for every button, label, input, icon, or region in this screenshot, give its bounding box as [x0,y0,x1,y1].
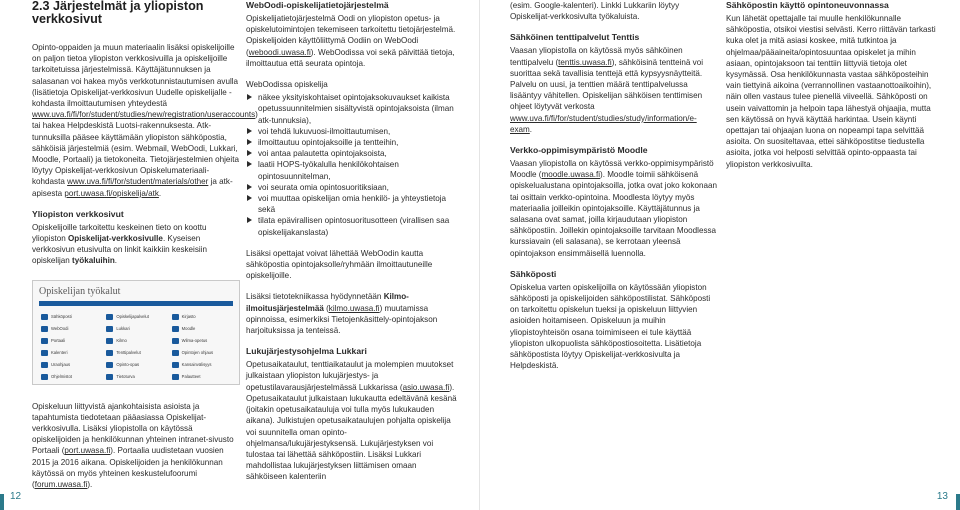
link-tenttis[interactable]: tenttis.uwasa.fi [558,57,612,67]
tool-item[interactable] [41,335,102,347]
page-number: 13 [936,491,948,502]
bold-text: työkaluihin [72,256,115,266]
list-item: voi antaa palautetta opintojaksoista, [246,148,458,159]
paragraph [32,401,240,491]
tool-label: Opinto-opas [116,362,140,368]
tool-label: Portaali [51,338,66,344]
tool-icon [106,350,113,356]
tool-item[interactable] [172,335,233,347]
heading-email: Sähköposti [510,268,557,279]
tool-label: Tietoturva [116,374,135,380]
tools-title: Opiskelijan työkalut [39,285,121,297]
link-useraccounts[interactable]: www.uva.fi/fi/for/student/studies/new/registration/useraccounts [32,110,256,120]
tool-icon [172,314,179,320]
tools-header-bar [39,301,233,306]
tool-label: Palautteet [181,374,201,380]
text: ) muutamissa opinnoissa, esimerkiksi Tietojenkäsittely-opintojakson harjoituksissa ja tenteissä. [246,303,438,336]
paragraph [246,359,458,482]
heading-moodle: Verkko-oppimisympäristö Moodle [510,145,648,156]
tool-label: WebOodi [51,326,69,332]
tool-icon [106,326,113,332]
page-corner-marker [0,494,4,510]
tool-label: Moodle [181,326,196,332]
tool-label: Lukkari [116,326,130,332]
list-item: laatii HOPS-työkalulla henkilökohtaisen opintosuunnitelman, [246,159,458,181]
student-tools-screenshot [32,280,240,385]
tool-icon [41,338,48,344]
list-item: näkee yksityiskohtaiset opintojaksokuvaukset kaikista opetussuunnitelmien sisältyvistä opintojaksoista (ilman atk-tunnuksia), [246,92,458,126]
link-moodle[interactable]: moodle.uwasa.fi [541,170,600,180]
text: Vaasan yliopistolla on käytössä myös sähköinen tenttipalvelu ( [510,46,683,67]
tool-label: Kirjasto [181,314,196,320]
text: . [529,124,533,134]
link-lukkari[interactable]: asio.uwasa.fi [402,382,450,392]
right-page [480,0,960,510]
bold-text: Kilmo-ilmoitusjärjestelmää [246,292,409,313]
weboodi-feature-list [246,92,458,238]
tool-icon [172,374,179,380]
tool-item[interactable] [106,323,167,335]
tool-label: Kansainvälisyys [181,362,212,368]
column-1 [32,0,258,500]
link-e-exam[interactable]: www.uva.fi/fi/for/student/studies/study/information/e-exam [510,113,697,134]
tool-label: Tenttipalvelut [116,350,141,356]
link-atk[interactable]: port.uwasa.fi/opiskelija/atk [64,188,159,198]
list-item: ilmoittautuu opintojaksoille ja tentteihin, [246,137,458,148]
list-item: voi muuttaa opiskelijan omia henkilö- ja yhteystietoja sekä [246,193,458,215]
heading-tenttis: Sähköinen tenttipalvelut Tenttis [510,32,640,43]
paragraph [246,291,458,336]
tool-item[interactable] [172,347,233,359]
tool-icon [41,362,48,368]
text: Opetusaikataulut, tenttiaikataulut ja molempien muutokset julkaistaan yliopiston lukujärjestys- ja opetustilavarausjärjestelmässä Lukkarissa ( [246,360,454,392]
text: ). Opetusaikataulut julkaistaan lukukautta edeltävänä kesänä (joitakin opetusaikatauluja voi tulla myös lukukauden aikana). Julkistujen opetusaikataulujen pohjalta opiskelija voi suunnitella oman opinto-ohjelmansa/lukujärjestyksensä. Lukujärjestyksen voi tulostaa tai lähettää sähköpostiin. Lisäksi Lukkari mahdollistaa lukujärjestyksen liittämisen omaan sähköiseen kalenteriin [246,382,457,482]
text: Opinto-oppaiden ja muun materiaalin lisäksi opiskelijoille on paljon tietoa yliopiston verkkosivuilla ja opiskelijoille tarkoitetuissa järjestelmissä. Käyttäjätunnuksen ja salasanan voi hakea myös verkkotunnistautumisen avulla (lisätietoja Opiskelijat-verkkosivun Uudelle opiskelijalle -kohdasta ilmoittautumisen yhteydestä [32,43,239,109]
page-number: 12 [10,491,22,502]
chapter-title [32,0,240,26]
link-forum[interactable]: forum.uwasa.fi [34,480,88,490]
column-2 [246,0,458,493]
tool-label: Opiskelijapalvelut [116,314,149,320]
tool-icon [41,350,48,356]
text: Opiskelijatietojärjestelmä Oodi on yliopiston opetus- ja opiskelutoimintojen tekemiseen tarkoitettu tietojärjestelmä. Opiskelijoiden käyttöliittymä Oodiin on WebOodi ( [246,14,456,57]
link-portaali[interactable]: port.uwasa.fi [64,446,111,456]
text: . Kyseisen verkkosivun etusivulta on linkit kaikkiin keskeisiin opiskelijan [32,234,207,266]
bold-text: Opiskelijat-verkkosivulle [68,234,163,244]
link-materials[interactable]: www.uva.fi/fi/for/student/materials/other [67,177,209,187]
text: ). WebOodissa voi sekä päivittää tietoja, ilmoittautua että seurata opintoja. [246,47,455,68]
tool-icon [106,362,113,368]
text: ). [87,480,93,490]
heading-lukkari: Lukujärjestysohjelma Lukkari [246,346,367,357]
tool-icon [41,326,48,332]
list-item: voi tehdä lukuvuosi-ilmoittautumisen, [246,126,458,137]
link-kilmo[interactable]: kilmo.uwasa.fi [328,303,380,313]
tool-item[interactable] [106,311,167,323]
column-4 [726,0,936,180]
tool-icon [106,374,113,380]
heading-weboodi: WebOodi-opiskelijatietojärjestelmä [246,0,389,10]
tool-label: Uraohjaus [51,362,71,368]
tool-item[interactable] [106,359,167,371]
tool-icon [172,350,179,356]
text: ). Portaalia uudistetaan vuosien 2015 ja 2016 aikana. Opiskelijoiden ja henkilökunnan käytössä on myös yhteinen keskustelufoorumi ( [32,446,224,490]
text: . [158,188,162,198]
text: . [114,256,118,266]
tool-label: Opintojen ohjaus [181,350,214,356]
text: ( [323,303,329,313]
tool-icon [172,362,179,368]
tool-item[interactable] [41,359,102,371]
tool-icon [41,314,48,320]
section-number: 2.3 [32,0,50,13]
text: Lisäksi tietotekniikassa hyödynnetään [246,292,384,302]
list-item: tilata epävirallisen opintosuoritusotteen (virallisen saa opiskelijakanslasta) [246,215,458,237]
paragraph [246,13,458,69]
tool-item[interactable] [172,323,233,335]
text: ), sähköisinä tentteinä voi suorittaa sekä tavallisia tenttejä että kypsyysnäytteitä. Palvelu on uusi, ja tenttien määrä tenttipalvelussa lisääntyy vähitellen. Opiskelijan sähköisen tenttimisen ohjeet löytyvät verkosta [510,57,704,112]
tool-icon [106,314,113,320]
text: ) tai hakea Helpdeskistä Luotsi-rakennuksesta. Atk-tunnuksilla pääsee käyttämään yliopiston sähköpostia, sähköisiä järjestelmiä (esim. Webmail, WebOodi, Lukkari, Moodle, Portaali) ja tietokoneita. Tietojärjestelmien ohjeita löytyy Opiskelijat-verkkosivun Opiskelumateriaali-kohdasta [32,110,258,187]
tool-item[interactable] [41,347,102,359]
tool-label: Sähköposti [51,314,72,320]
tool-icon [172,338,179,344]
paragraph [510,45,718,135]
tool-icon [106,338,113,344]
tool-item[interactable] [106,371,167,383]
tool-label: Kilmo [116,338,127,344]
paragraph: (esim. Google-kalenteri). Linkki Lukkariin löytyy Opiskelijat-verkkosivulta työkaluista. [510,1,680,22]
text: ja atk-apisesta [32,177,233,198]
tool-item[interactable] [172,359,233,371]
tool-item[interactable] [41,311,102,323]
paragraph [510,158,718,259]
tool-item[interactable] [106,335,167,347]
tool-item[interactable] [172,371,233,383]
column-3 [510,0,718,381]
tool-label: Wilma-opetus [181,338,208,344]
tool-item[interactable] [172,311,233,323]
heading-email-support: Sähköpostin käyttö opintoneuvonnassa [726,0,889,10]
tool-item[interactable] [41,323,102,335]
link-weboodi[interactable]: weboodi.uwasa.fi [248,47,311,57]
page-corner-marker [956,494,960,510]
text: Vaasan yliopistolla on käytössä verkko-oppimisympäristö Moodle ( [510,159,714,180]
tool-label: Kalenteri [51,350,68,356]
paragraph [32,42,258,199]
text: Opiskelijoille tarkoitettu keskeinen tieto on koottu yliopiston [32,222,207,244]
tool-item[interactable] [106,347,167,359]
tool-icon [41,374,48,380]
heading-web: Yliopiston verkkosivut [32,208,124,219]
section-title: Järjestelmät ja yliopiston verkkosivut [32,0,204,26]
paragraph: Opiskelua varten opiskelijoilla on käytössään yliopiston sähköposti ja opiskelijoiden sähköpostilistat. Sähköposti on tarkoitettu opiskelun tueksi ja opiskeluun liittyvien asioiden hoitamiseen. Opiskeluun ja muihin yliopistoyhteisön osana toimimiseen ei tule käyttää yliopiston ulkopuolista sähköpostiosoitetta. Lisätietoja sähköpostista löytyy Opiskelijat-verkkosivulta ja Helpdeskistä. [510,282,711,371]
list-intro: WebOodissa opiskelija [246,80,328,90]
tool-label: Ohjelmistot [51,374,72,380]
tool-icon [172,326,179,332]
paragraph: Lisäksi opettajat voivat lähettää WebOodin kautta sähköpostia opintojaksolle/ryhmään ilmoittautuneille opiskelijoille. [246,248,433,281]
paragraph [32,222,240,267]
tool-item[interactable] [41,371,102,383]
list-item: voi seurata omia opintosuoritiksiaan, [246,182,458,193]
paragraph: Kun lähetät opettajalle tai muulle henkilökunnalle sähköpostia, otsikoi viestisi selvästi. Kerro riittävän tarkasti kuka olet ja mitä asiasi koskee, mitä tutkintoa ja ohjelmaa/pääaineita/opintosuuntaa opiskelet ja mihin asiaan, opintojaksoon tai tenttiin liittyviä tietoja olet kysymässä. Osa henkilökunnasta vastaa sähköposteihin vain tiettyinä aikoina (verrannollinen vastaanottoaikoihin), näin ollen vastaus tulee pienellä viiveellä. Sähköposti on usein vaivattomin ja helpoin tapa lähestyä ohjaajia, mutta sen käytössä on hyvä käyttää harkintaa. Usein käynti opettajan tai ohjaajan luona on nopeampi tapa selvittää asioita. On suositeltavaa, ettei sähköpostitse tiedustella asioita, jotka voi helposti selvittää opinto-oppaasta tai yliopiston verkkosivuilta. [726,14,936,169]
text: Opiskeluun liittyvistä ajankohtaisista asioista ja tapahtumista tiedotetaan pääasiassa Opiskelijat-verkkosivulla. Lisäksi yliopistolla on käytössä opiskelijoiden ja henkilökunnan yhteinen intranet-sivusto Portaali ( [32,401,234,456]
text: ). Moodle toimii sähköisenä opiskelualustana opintojaksoilla, jotka ovat joko kokonaan tai osittain verkko-opintoina. Moodlesta löytyy myös materiaalia joilleikin opintojaksoille. Käyttäjätunnus ja salasana ovat samat, joilla kirjaudutaan yliopiston sähköpostiin. Joillekin opintojaksoille tarvitaan Moodlessa kurssiavain (eli salasana), se kerrotaan yleensä opintojakson ensimmäisellä luennolla. [510,170,717,258]
tools-grid [41,311,233,383]
